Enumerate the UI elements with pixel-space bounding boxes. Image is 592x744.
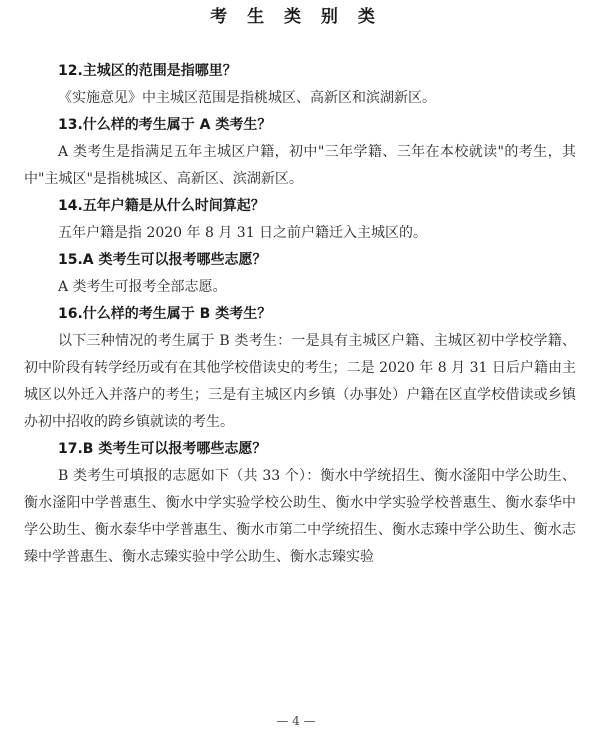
answer-12: 《实施意见》中主城区范围是指桃城区、高新区和滨湖新区。 bbox=[58, 90, 436, 106]
page-number: — 4 — bbox=[276, 714, 316, 728]
question-14: 14.五年户籍是从什么时间算起？ bbox=[58, 198, 265, 214]
question-17: 17.B 类考生可以报考哪些志愿？ bbox=[58, 441, 267, 457]
answer-14: 五年户籍是指 2020 年 8 月 31 日之前户籍迁入主城区的。 bbox=[58, 225, 428, 241]
answer-16: 以下三种情况的考生属于 B 类考生：一是具有主城区户籍、主城区初中学校学籍、初中阶段有转学经历或有在其他学校借读史的考生；二是 2020 年 8 月 31 日后户籍由主城区以外迁入并落户的考生；三是有主城区内乡镇（办事处）户籍在区直学校借读或乡镇办初中招收的跨乡镇就读的考生。 bbox=[24, 333, 576, 430]
answer-15: A 类考生可报考全部志愿。 bbox=[58, 279, 227, 295]
answer-13: A 类考生是指满足五年主城区户籍，初中"三年学籍、三年在本校就读"的考生，其中"主城区"是指桃城区、高新区、滨湖新区。 bbox=[24, 144, 576, 187]
answer-17: B 类考生可填报的志愿如下（共 33 个）：衡水中学统招生、衡水滏阳中学公助生、衡水滏阳中学普惠生、衡水中学实验学校公助生、衡水中学实验学校普惠生、衡水泰华中学公助生、衡水泰华中学普惠生、衡水市第二中学统招生、衡水志臻中学公助生、衡水志臻中学普惠生、衡水志臻实验中学公助生、衡水志臻实验 bbox=[24, 468, 576, 565]
qa-content bbox=[24, 58, 576, 571]
question-13: 13.什么样的考生属于 A 类考生？ bbox=[58, 117, 272, 133]
question-12: 12.主城区的范围是指哪里？ bbox=[58, 63, 237, 79]
question-15: 15.A 类考生可以报考哪些志愿？ bbox=[58, 252, 267, 268]
question-16: 16.什么样的考生属于 B 类考生？ bbox=[58, 306, 272, 322]
section-title: 考 生 类 别 类 bbox=[210, 7, 382, 27]
